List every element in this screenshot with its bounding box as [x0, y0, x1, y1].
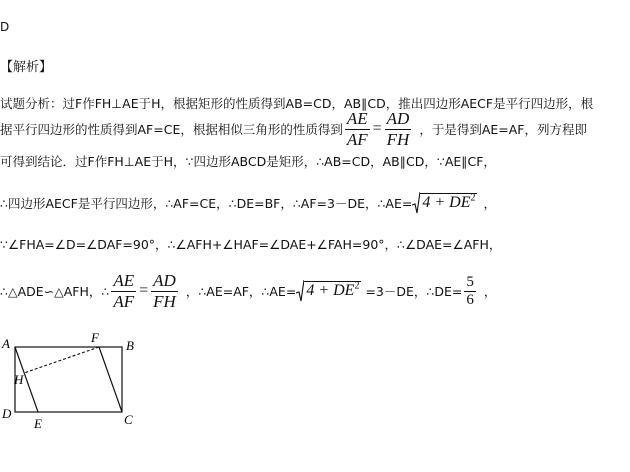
fraction-numerator: AE: [113, 270, 135, 290]
analysis-line-6-text-c: =3－DE，∴DE=: [365, 284, 463, 299]
fraction-ae-af: [345, 109, 370, 150]
analysis-line-4: [0, 189, 496, 217]
fraction-numerator: AD: [153, 270, 176, 290]
vertex-label-b: B: [126, 338, 134, 353]
fraction-ae-af: [111, 271, 136, 312]
fraction-denominator: FH: [386, 129, 410, 149]
fraction-denominator: AF: [113, 291, 135, 311]
section-title: 【解析】: [0, 60, 53, 75]
fraction-denominator: FH: [153, 291, 176, 311]
vertex-label-a: A: [2, 336, 10, 351]
vertex-label-c: C: [124, 412, 133, 427]
equals-sign: =: [139, 282, 149, 299]
geometry-figure: [0, 326, 150, 436]
segment-fh-dashed: [24, 347, 99, 373]
vertex-label-f: F: [91, 330, 99, 345]
fraction-numerator: 5: [466, 273, 474, 290]
fraction-numerator: AD: [386, 108, 410, 128]
analysis-line-6: [0, 268, 496, 314]
fraction-denominator: AF: [346, 129, 368, 149]
analysis-line-4-text-a: ∴四边形AECF是平行四边形，∴AF=CE，∴DE=BF，∴AF=3－DE，∴AE=: [0, 196, 413, 211]
segment-fc: [99, 347, 122, 412]
sqrt-exponent: 2: [354, 280, 360, 292]
fraction-denominator: 6: [466, 291, 474, 308]
analysis-line-5: ∵∠FHA=∠D=∠DAF=90°，∴∠AFH+∠HAF=∠DAE+∠FAH=90°，∴∠DAE=∠AFH，: [0, 237, 502, 252]
answer-label: D: [0, 20, 10, 34]
analysis-line-1: 试题分析：过F作FH⊥AE于H，根据矩形的性质得到AB=CD，AB∥CD，推出四边形AECF是平行四边形，根: [0, 96, 594, 111]
fraction-ad-fh: [385, 109, 412, 150]
analysis-line-2-text-a: 据平行四边形的性质得到AF=CE，根据相似三角形的性质得到: [0, 122, 343, 137]
vertex-label-e: E: [34, 416, 42, 431]
sqrt-radicand: 4 + DE: [306, 281, 355, 299]
analysis-line-2: [0, 106, 587, 152]
sqrt-expression: [412, 192, 477, 214]
analysis-line-3: 可得到结论．过F作FH⊥AE于H，∵四边形ABCD是矩形，∴AB=CD，AB∥CD，∵AE∥CF，: [0, 154, 496, 169]
sqrt-expression: [296, 280, 361, 302]
analysis-line-6-text-d: ，: [483, 284, 497, 299]
equals-sign: =: [372, 120, 382, 137]
fraction-result: [464, 274, 476, 309]
rectangle-abcd: [15, 347, 122, 412]
analysis-line-6-text-a: ∴△ADE∽△AFH，∴: [0, 284, 110, 299]
sqrt-radicand: 4 + DE: [422, 193, 471, 211]
vertex-label-d: D: [2, 406, 12, 421]
vertex-label-h: H: [14, 372, 24, 387]
fraction-numerator: AE: [346, 108, 368, 128]
analysis-line-4-text-b: ，: [483, 196, 496, 211]
analysis-line-2-text-b: ，于是得到AE=AF，列方程即: [419, 122, 587, 137]
analysis-line-6-text-b: ，∴AE=AF，∴AE=: [185, 284, 297, 299]
sqrt-exponent: 2: [470, 192, 476, 204]
fraction-ad-fh: [151, 271, 178, 312]
